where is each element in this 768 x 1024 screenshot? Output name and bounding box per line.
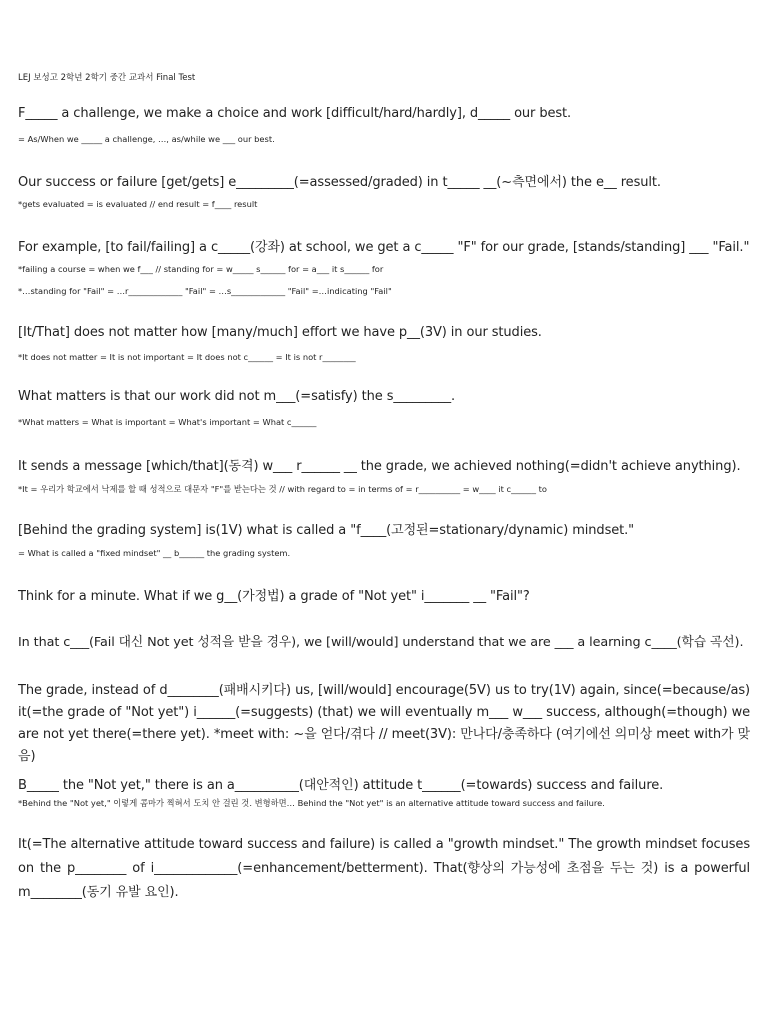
note-6: *It = 우리가 학교에서 낙제를 할 때 성적으로 대문자 "F"를 받는다는 것 // with regard to = in terms of = r__________ = w____ it c______ to xyxy=(18,484,547,494)
note-3a: *failing a course = when we f___ // standing for = w_____ s______ for = a___ it s______ for xyxy=(18,264,384,274)
sentence-4: [It/That] does not matter how [many/much] effort we have p__(3V) in our studies. xyxy=(18,325,542,340)
sentence-12: It(=The alternative attitude toward success and failure) is called a "growth mindset." The growth mindset focuses on the p________ of i_____________(=enhancement/betterment). That(향상의 가능성에 초점을 두는 것) is a powerful m________(동기 유발 요인). xyxy=(18,837,750,900)
sentence-8: Think for a minute. What if we g__(가정법) a grade of "Not yet" i_______ __ "Fail"? xyxy=(18,589,530,604)
note-5: *What matters = What is important = What's important = What c______ xyxy=(18,417,317,427)
sentence-2: Our success or failure [get/gets] e_________(=assessed/graded) in t_____ __(~측면에서) the e__ result. xyxy=(18,175,661,190)
sentence-3: For example, [to fail/failing] a c_____(강좌) at school, we get a c_____ "F" for our grade, [stands/standing] ___ "Fail." xyxy=(18,240,750,255)
note-7: = What is called a "fixed mindset" __ b______ the grading system. xyxy=(18,548,291,558)
note-2: *gets evaluated = is evaluated // end result = f____ result xyxy=(18,199,258,209)
note-11: *Behind the "Not yet," 이렇게 콤마가 찍혀서 도치 안 걸린 것. 변형하면… Behind the "Not yet" is an alternative attitude toward success and failure. xyxy=(18,798,605,808)
sentence-10: The grade, instead of d________(패배시키다) us, [will/would] encourage(5V) us to try(1V) again, since(=because/as) it(=the grade of "Not yet") i______(=suggests) (that) we will eventually m___ w___ success, although(=though) we are not yet there(=there yet). *meet with: ~을 얻다/겪다 // meet(3V): 만나다/충족하다 (여기에선 의미상 meet with가 맞음) xyxy=(18,683,750,764)
sentence-5: What matters is that our work did not m___(=satisfy) the s_________. xyxy=(18,389,456,404)
note-4: *It does not matter = It is not important = It does not c______ = It is not r________ xyxy=(18,352,356,362)
sentence-6: It sends a message [which/that](동격) w___ r______ __ the grade, we achieved nothing(=didn't achieve anything). xyxy=(18,459,741,474)
worksheet-header: LEJ 보성고 2학년 2학기 중간 교과서 Final Test xyxy=(18,73,196,83)
sentence-7: [Behind the grading system] is(1V) what is called a "f____(고정된=stationary/dynamic) mindset." xyxy=(18,523,635,538)
sentence-9: In that c___(Fail 대신 Not yet 성적을 받을 경우), we [will/would] understand that we are ___ a learning c____(학습 곡선). xyxy=(18,635,744,650)
note-3b: *…standing for "Fail" = …r_____________ "Fail" = …s_____________ "Fail" =…indicating "Fail" xyxy=(18,286,392,296)
sentence-1: F_____ a challenge, we make a choice and work [difficult/hard/hardly], d_____ our best. xyxy=(18,106,572,121)
note-1: = As/When we _____ a challenge, …, as/while we ___ our best. xyxy=(18,134,275,144)
sentence-11: B_____ the "Not yet," there is an a__________(대안적인) attitude t______(=towards) success and failure. xyxy=(18,778,664,793)
